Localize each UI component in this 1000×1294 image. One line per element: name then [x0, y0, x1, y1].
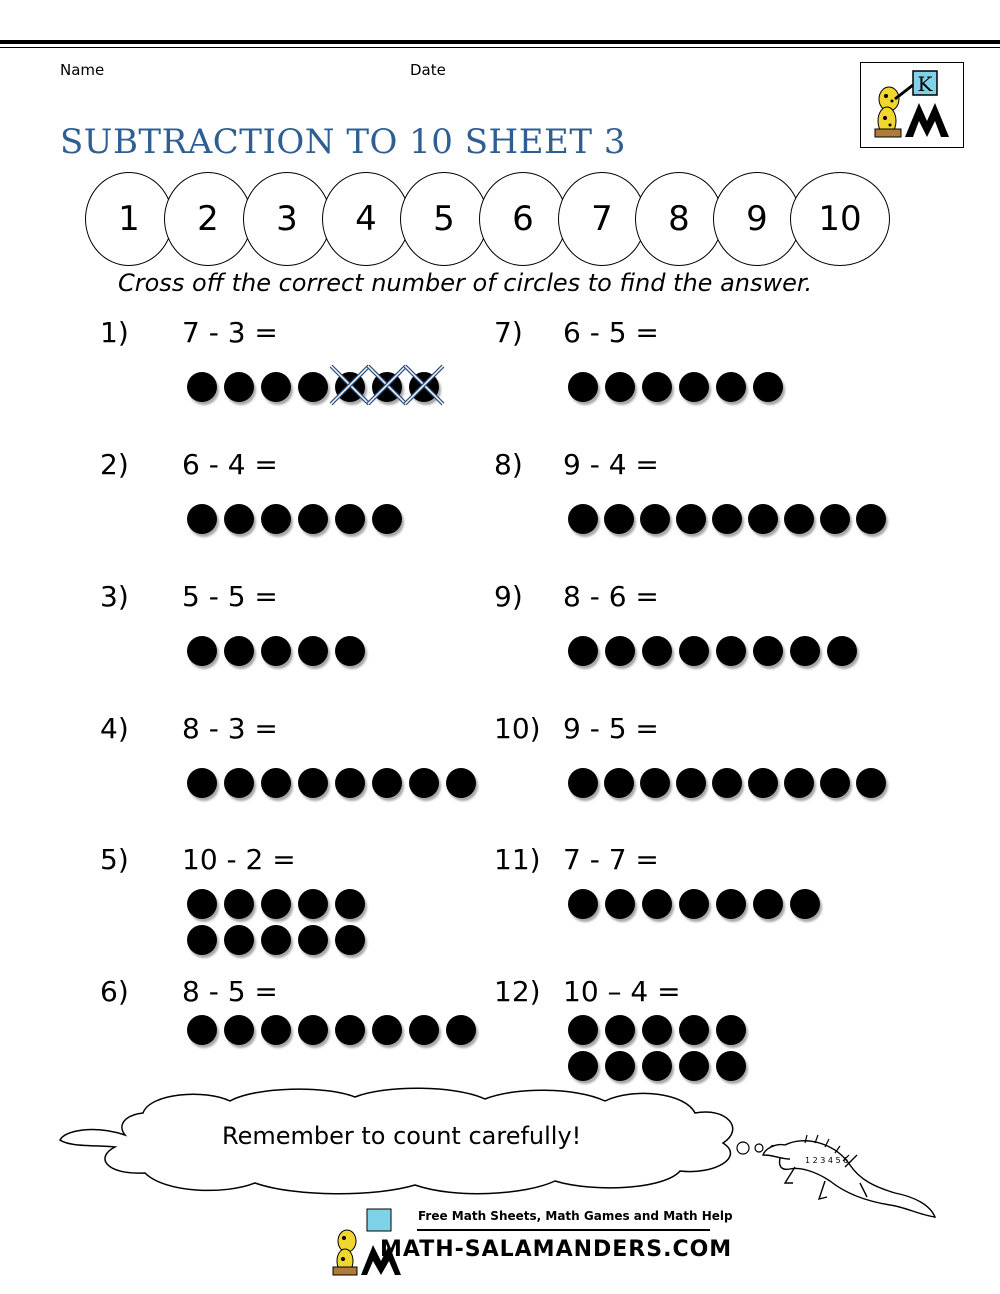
counting-circle[interactable] — [753, 372, 783, 402]
page-title: SUBTRACTION TO 10 SHEET 3 — [60, 122, 626, 162]
counting-circle[interactable] — [856, 768, 886, 798]
counting-circle[interactable] — [640, 768, 670, 798]
number-line-circle: 5 — [400, 172, 488, 266]
counting-circle[interactable] — [335, 636, 365, 666]
salamander-icon — [735, 1125, 945, 1235]
number-line-circle: 7 — [558, 172, 646, 266]
counting-circle[interactable] — [224, 636, 254, 666]
counting-circle[interactable] — [224, 768, 254, 798]
number-line-circle: 10 — [790, 172, 890, 266]
problem-expression: 7 - 3 = — [182, 316, 278, 349]
counting-circle[interactable] — [298, 504, 328, 534]
number-line-circle: 2 — [164, 172, 252, 266]
counting-circle[interactable] — [261, 925, 291, 955]
counting-circle[interactable] — [261, 768, 291, 798]
counting-circle[interactable] — [716, 1051, 746, 1081]
problem-number: 2) — [100, 448, 129, 481]
counting-circle[interactable] — [335, 925, 365, 955]
counting-circle[interactable] — [261, 889, 291, 919]
problem-number: 11) — [494, 843, 541, 876]
counting-circle[interactable] — [679, 636, 709, 666]
counting-circle[interactable] — [712, 504, 742, 534]
counting-circle[interactable] — [605, 636, 635, 666]
counting-circle[interactable] — [298, 1015, 328, 1045]
counting-circle[interactable] — [568, 372, 598, 402]
counting-circle[interactable] — [604, 504, 634, 534]
counting-circle[interactable] — [446, 1015, 476, 1045]
counting-circle[interactable] — [676, 768, 706, 798]
counting-circle[interactable] — [642, 1051, 672, 1081]
counting-circle[interactable] — [409, 768, 439, 798]
counting-circle[interactable] — [605, 1051, 635, 1081]
counting-circle[interactable] — [568, 889, 598, 919]
problem-expression: 9 - 5 = — [563, 712, 659, 745]
counting-circle[interactable] — [187, 768, 217, 798]
number-line-circle: 8 — [635, 172, 723, 266]
counting-circle[interactable] — [820, 504, 850, 534]
counting-circle[interactable] — [604, 768, 634, 798]
counting-circle[interactable] — [298, 372, 328, 402]
counting-circle[interactable] — [712, 768, 742, 798]
svg-text:1 2 3 4 5 6: 1 2 3 4 5 6 — [805, 1156, 849, 1165]
cross-off-mark-icon — [403, 364, 445, 406]
counting-circle[interactable] — [568, 768, 598, 798]
counting-circle[interactable] — [642, 889, 672, 919]
salamander-logo-icon — [861, 63, 963, 147]
counting-circle[interactable] — [224, 504, 254, 534]
problem-number: 6) — [100, 975, 129, 1008]
footer-tagline: Free Math Sheets, Math Games and Math Help — [418, 1209, 733, 1223]
logo-letter: K — [917, 72, 933, 96]
counting-circle[interactable] — [716, 889, 746, 919]
number-line-circle: 1 — [85, 172, 173, 266]
instruction-text: Cross off the correct number of circles to find the answer. — [118, 269, 813, 297]
problem-number: 4) — [100, 712, 129, 745]
counting-circle[interactable] — [261, 636, 291, 666]
counting-circle[interactable] — [187, 1015, 217, 1045]
counting-circle[interactable] — [372, 768, 402, 798]
cross-off-mark-icon — [366, 364, 408, 406]
counting-circle[interactable] — [568, 1051, 598, 1081]
counting-circle[interactable] — [605, 889, 635, 919]
problem-number: 12) — [494, 975, 541, 1008]
counting-circle[interactable] — [642, 1015, 672, 1045]
counting-circle[interactable] — [568, 1015, 598, 1045]
counting-circle[interactable] — [679, 889, 709, 919]
problem-expression: 8 - 3 = — [182, 712, 278, 745]
counting-circle[interactable] — [679, 1015, 709, 1045]
reminder-text: Remember to count carefully! — [222, 1122, 582, 1150]
counting-circle[interactable] — [224, 925, 254, 955]
top-rule-thick — [0, 40, 1000, 44]
counting-circle[interactable] — [605, 372, 635, 402]
counting-circle[interactable] — [187, 925, 217, 955]
date-label: Date — [410, 61, 446, 79]
cross-off-mark-icon — [329, 364, 371, 406]
counting-circle[interactable] — [224, 889, 254, 919]
problem-number: 10) — [494, 712, 541, 745]
counting-circle[interactable] — [446, 768, 476, 798]
problem-number: 7) — [494, 316, 523, 349]
counting-circle[interactable] — [827, 636, 857, 666]
problem-number: 9) — [494, 580, 523, 613]
number-line-circle: 6 — [479, 172, 567, 266]
counting-circle[interactable] — [784, 768, 814, 798]
counting-circle[interactable] — [187, 504, 217, 534]
counting-circle[interactable] — [261, 372, 291, 402]
counting-circle[interactable] — [335, 504, 365, 534]
counting-circle[interactable] — [335, 768, 365, 798]
counting-circle[interactable] — [335, 889, 365, 919]
problem-expression: 8 - 6 = — [563, 580, 659, 613]
counting-circle[interactable] — [640, 504, 670, 534]
counting-circle[interactable] — [224, 1015, 254, 1045]
counting-circle[interactable] — [642, 636, 672, 666]
problem-expression: 8 - 5 = — [182, 975, 278, 1008]
counting-circle[interactable] — [335, 1015, 365, 1045]
top-rule-thin — [0, 47, 1000, 48]
number-line — [85, 172, 895, 268]
problem-expression: 9 - 4 = — [563, 448, 659, 481]
counting-circle[interactable] — [298, 636, 328, 666]
problem-number: 3) — [100, 580, 129, 613]
footer-brand: MATH-SALAMANDERS.COM — [380, 1237, 733, 1262]
counting-circle[interactable] — [790, 636, 820, 666]
counting-circle[interactable] — [409, 1015, 439, 1045]
counting-circle[interactable] — [679, 1051, 709, 1081]
problem-expression: 5 - 5 = — [182, 580, 278, 613]
problem-expression: 7 - 7 = — [563, 843, 659, 876]
counting-circle[interactable] — [187, 636, 217, 666]
counting-circle[interactable] — [372, 504, 402, 534]
counting-circle[interactable] — [856, 504, 886, 534]
name-label: Name — [60, 61, 105, 79]
counting-circle[interactable] — [261, 504, 291, 534]
counting-circle[interactable] — [261, 1015, 291, 1045]
counting-circle[interactable] — [716, 372, 746, 402]
problem-number: 5) — [100, 843, 129, 876]
number-line-circle: 4 — [322, 172, 410, 266]
problem-expression: 6 - 5 = — [563, 316, 659, 349]
counting-circle[interactable] — [372, 1015, 402, 1045]
counting-circle[interactable] — [298, 768, 328, 798]
counting-circle[interactable] — [716, 636, 746, 666]
counting-circle[interactable] — [642, 372, 672, 402]
number-line-circle: 9 — [713, 172, 801, 266]
salamander-logo — [860, 62, 964, 148]
problem-number: 8) — [494, 448, 523, 481]
problem-expression: 10 - 2 = — [182, 843, 296, 876]
counting-circle[interactable] — [820, 768, 850, 798]
counting-circle[interactable] — [753, 636, 783, 666]
counting-circle[interactable] — [790, 889, 820, 919]
counting-circle[interactable] — [187, 372, 217, 402]
problem-number: 1) — [100, 316, 129, 349]
counting-circle[interactable] — [224, 372, 254, 402]
counting-circle[interactable] — [679, 372, 709, 402]
counting-circle[interactable] — [298, 889, 328, 919]
problem-expression: 6 - 4 = — [182, 448, 278, 481]
counting-circle[interactable] — [568, 636, 598, 666]
counting-circle[interactable] — [676, 504, 706, 534]
counting-circle[interactable] — [753, 889, 783, 919]
counting-circle[interactable] — [784, 504, 814, 534]
counting-circle[interactable] — [187, 889, 217, 919]
number-line-circle: 3 — [243, 172, 331, 266]
counting-circle[interactable] — [568, 504, 598, 534]
counting-circle[interactable] — [298, 925, 328, 955]
problem-expression: 10 – 4 = — [563, 975, 681, 1008]
counting-circle[interactable] — [748, 504, 778, 534]
counting-circle[interactable] — [716, 1015, 746, 1045]
counting-circle[interactable] — [605, 1015, 635, 1045]
counting-circle[interactable] — [748, 768, 778, 798]
